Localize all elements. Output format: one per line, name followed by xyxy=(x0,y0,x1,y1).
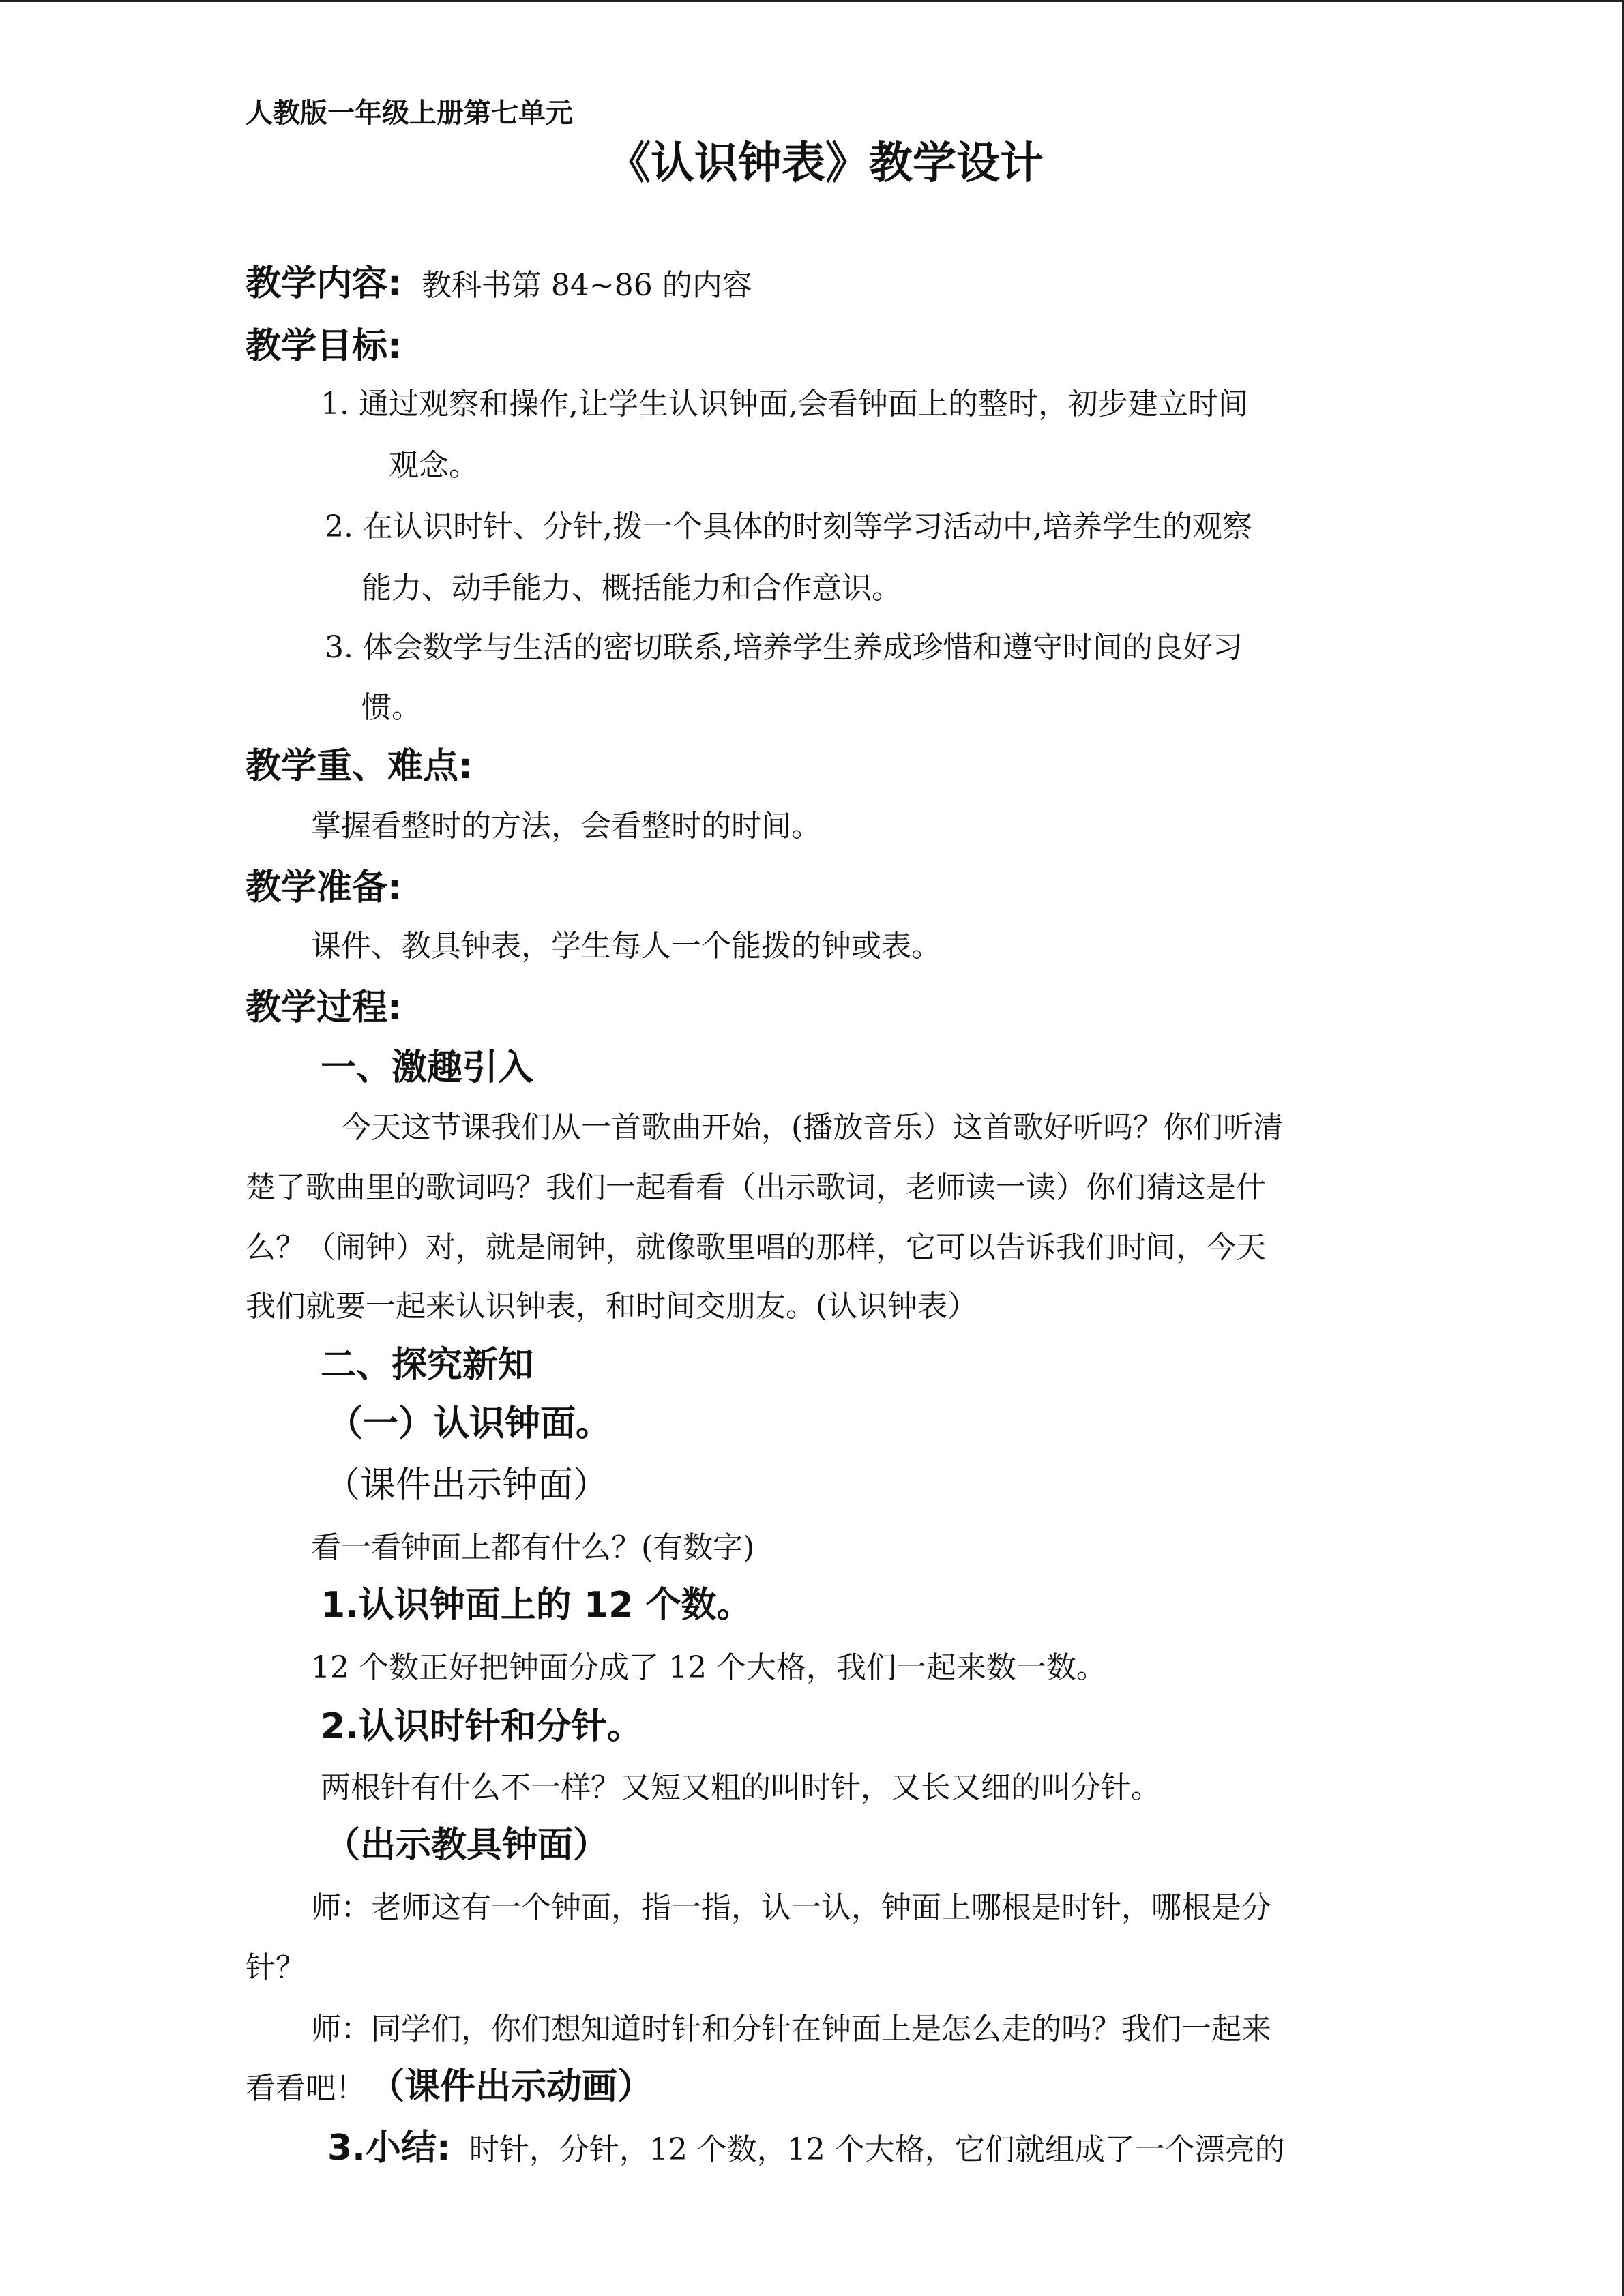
paragraph-line: 么？（闹钟）对，就是闹钟，就像歌里唱的那样，它可以告诉我们时间，今天 xyxy=(246,1230,1266,1265)
point2-note: （出示教具钟面） xyxy=(325,1825,609,1866)
process-label: 教学过程: xyxy=(246,987,402,1028)
question-text: 看一看钟面上都有什么？(有数字) xyxy=(311,1530,755,1565)
paragraph-line: 楚了歌曲里的歌词吗？我们一起看看（出示歌词，老师读一读）你们猜这是什 xyxy=(246,1170,1266,1205)
point2-heading: 2.认识时针和分针。 xyxy=(321,1706,643,1747)
paragraph-line: 今天这节课我们从一首歌曲开始，(播放音乐）这首歌好听吗？你们听清 xyxy=(341,1110,1284,1145)
teacher-line: 师：同学们，你们想知道时针和分针在钟面上是怎么走的吗？我们一起来 xyxy=(311,2012,1271,2046)
content-row xyxy=(246,263,752,304)
goal-item-continued: 惯。 xyxy=(361,690,422,725)
teacher-line: 师：老师这有一个钟面，指一指，认一认，钟面上哪根是时针，哪根是分 xyxy=(311,1890,1271,1925)
keypoints-text: 掌握看整时的方法，会看整时的时间。 xyxy=(311,809,821,844)
unit-header: 人教版一年级上册第七单元 xyxy=(246,98,573,129)
goals-label: 教学目标: xyxy=(246,326,402,367)
subsection-heading: （一）认识钟面。 xyxy=(327,1403,612,1444)
point1-heading: 1.认识钟面上的 12 个数。 xyxy=(321,1585,752,1626)
page-title: 《认识钟表》教学设计 xyxy=(607,138,1044,189)
section1-heading: 一、激趣引入 xyxy=(321,1047,534,1088)
keypoints-label: 教学重、难点: xyxy=(246,746,473,787)
point2-text: 两根针有什么不一样？又短又粗的叫时针，又长又细的叫分针。 xyxy=(321,1770,1161,1805)
goal-item-continued: 观念。 xyxy=(389,448,479,483)
point1-text: 12 个数正好把钟面分成了 12 个大格，我们一起来数一数。 xyxy=(311,1650,1106,1685)
goal-item: 1. 通过观察和操作,让学生认识钟面,会看钟面上的整时，初步建立时间 xyxy=(321,387,1248,421)
summary-text: 时针，分针，12 个数，12 个大格，它们就组成了一个漂亮的 xyxy=(469,2132,1285,2167)
teacher-line-note: （课件出示动画） xyxy=(369,2066,653,2107)
goal-item-continued: 能力、动手能力、概括能力和合作意识。 xyxy=(361,571,902,606)
section2-heading: 二、探究新知 xyxy=(321,1345,534,1386)
summary-row xyxy=(327,2130,1285,2166)
prep-label: 教学准备: xyxy=(246,867,402,908)
teacher-line: 针？ xyxy=(246,1950,306,1985)
prep-text: 课件、教具钟表，学生每人一个能拨的钟或表。 xyxy=(311,929,941,964)
summary-label: 3.小结: xyxy=(327,2128,451,2168)
goal-item: 3. 体会数学与生活的密切联系,培养学生养成珍惜和遵守时间的良好习 xyxy=(325,630,1243,665)
paragraph-line: 我们就要一起来认识钟表，和时间交朋友。(认识钟表） xyxy=(246,1289,978,1324)
content-label: 教学内容: xyxy=(246,263,402,304)
subsection-note: （课件出示钟面） xyxy=(325,1465,609,1506)
teacher-line-text: 看看吧！ xyxy=(246,2071,366,2106)
content-text: 教科书第 84~86 的内容 xyxy=(421,268,752,303)
goal-item: 2. 在认识时针、分针,拨一个具体的时刻等学习活动中,培养学生的观察 xyxy=(325,509,1252,544)
teacher-line xyxy=(246,2066,653,2107)
page-border-top xyxy=(0,0,1624,2)
